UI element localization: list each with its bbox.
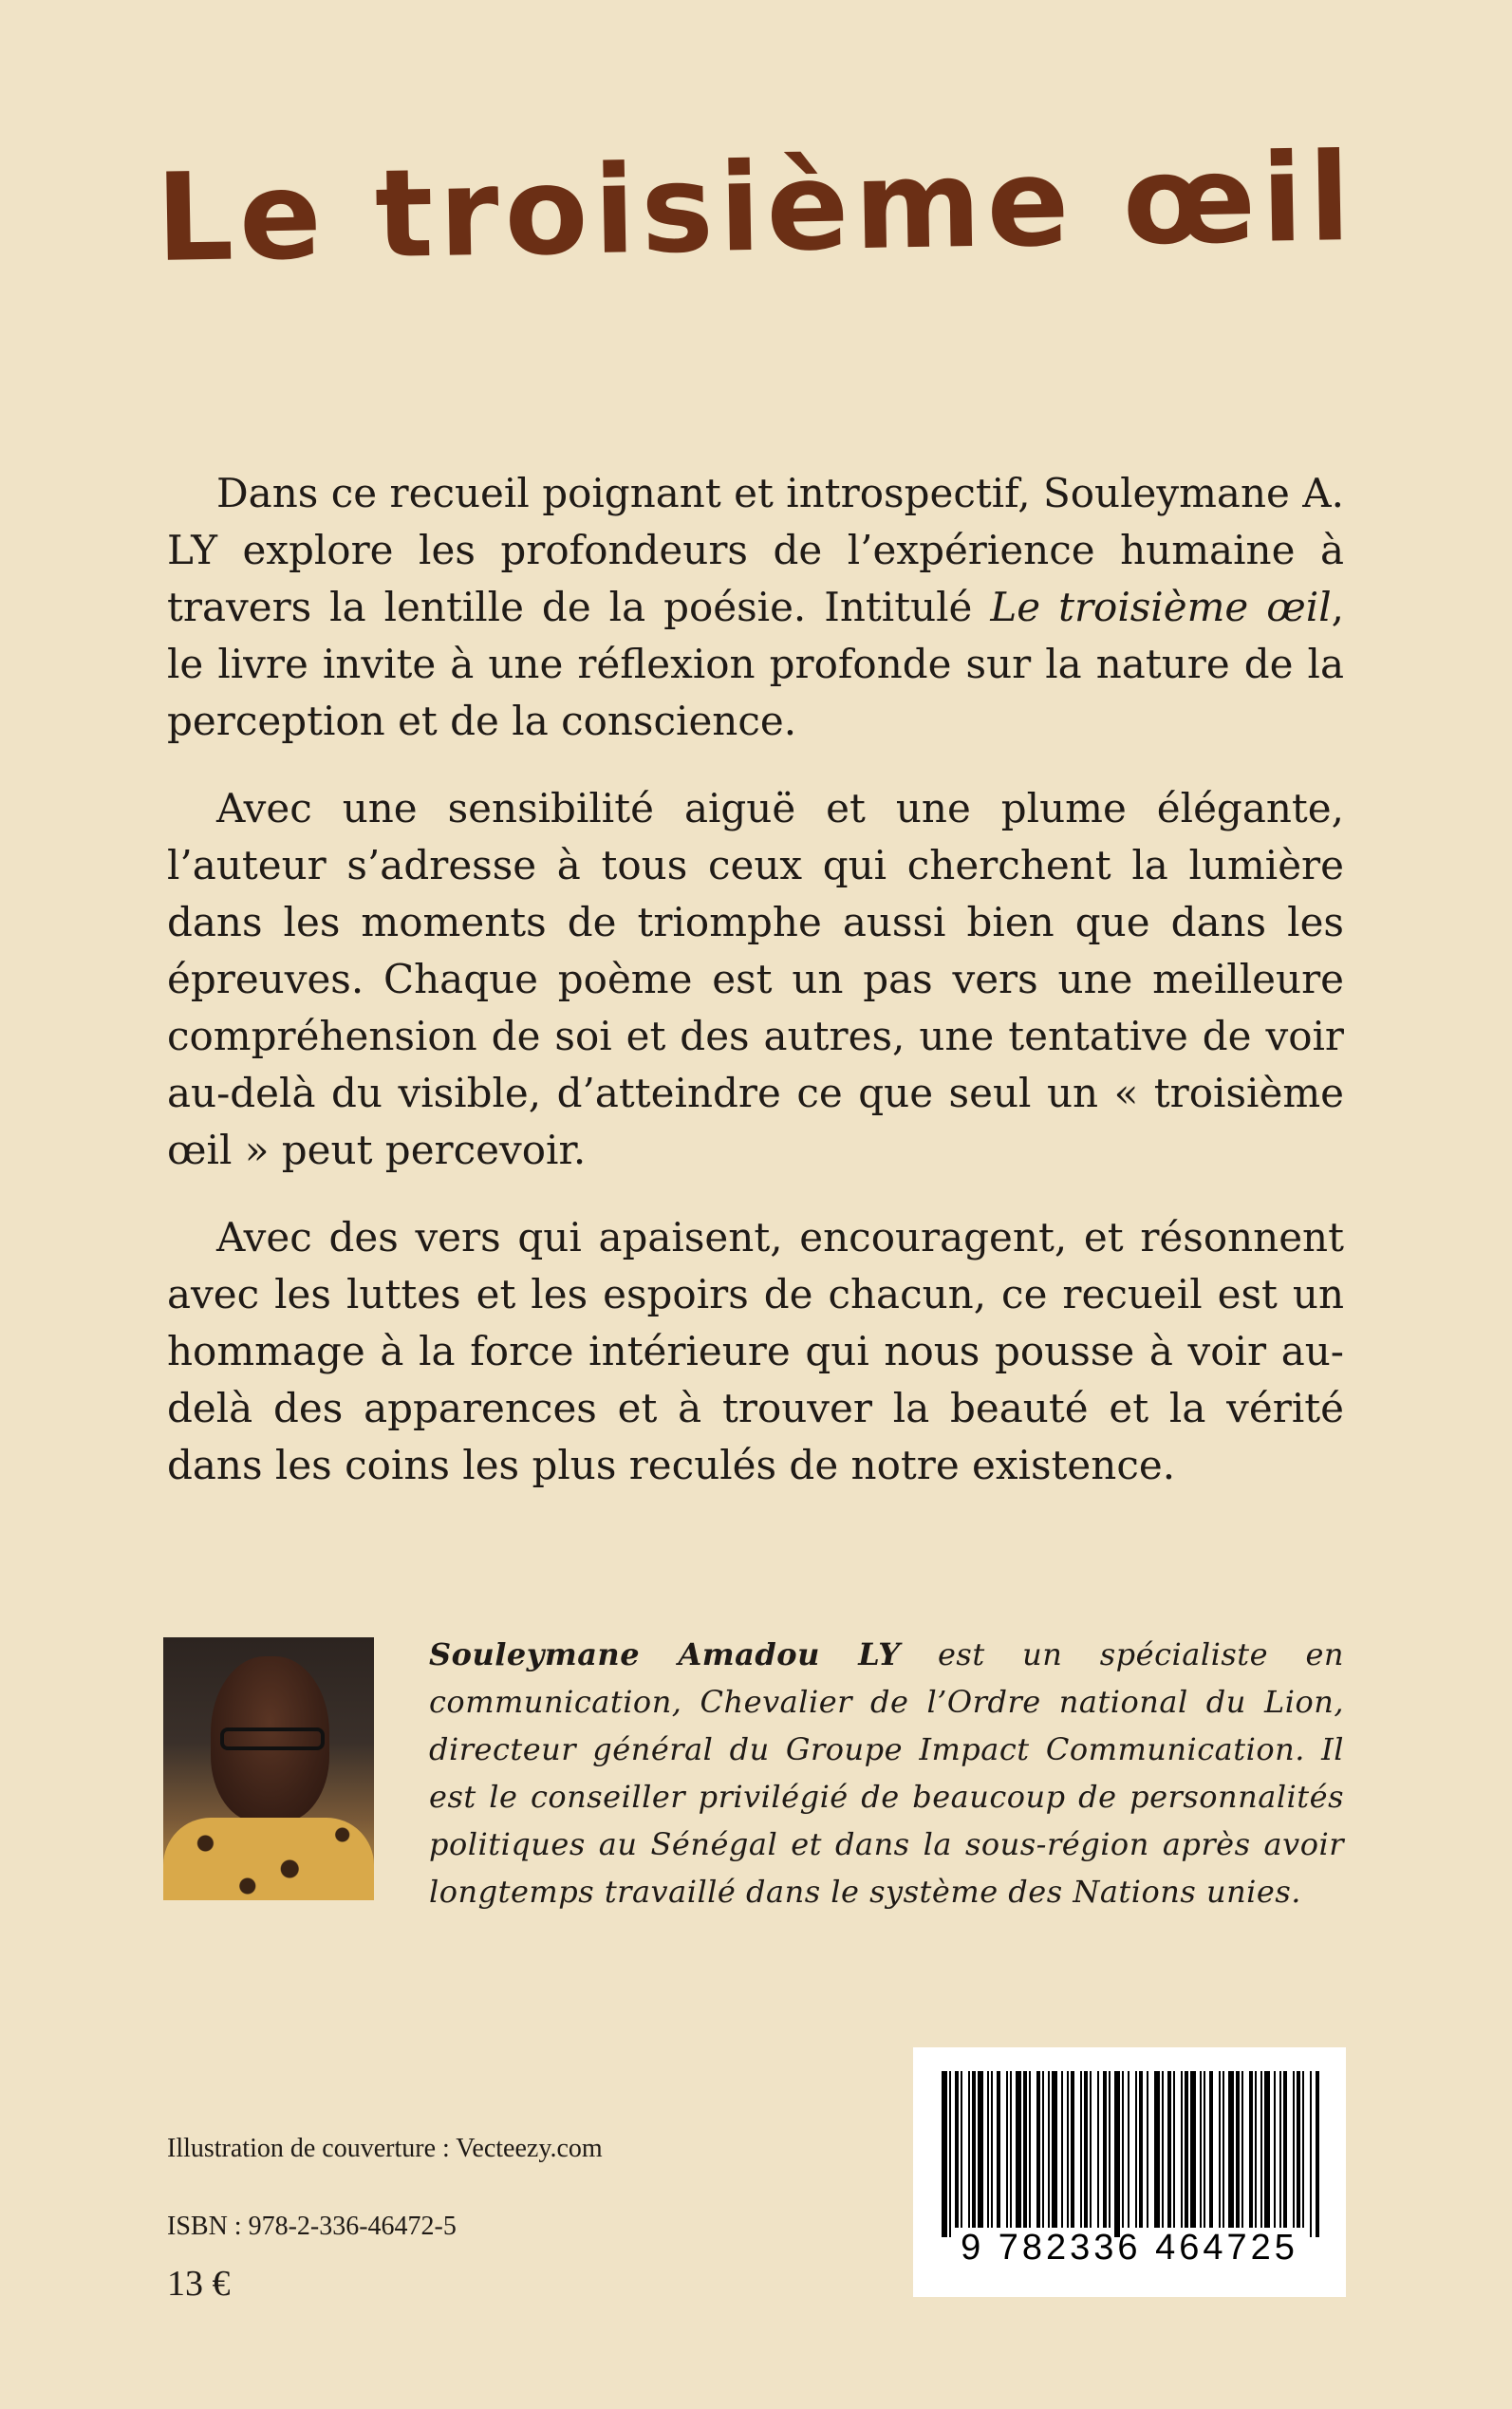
blurb-paragraph-2: Avec une sensibilité aiguë et une plume élégante, l’auteur s’adresse à tous ceux qui cherchent la lumière dans les moments de triomphe aussi bien que dans les épreuves. Chaque poème est un pas vers une meilleure compréhension de soi et des autres, une tentative de voir au-delà du visible, d’atteindre ce que seul un « troisième œil » peut percevoir.	[167, 785, 1344, 1173]
barcode-bar	[1084, 2071, 1088, 2228]
blurb-p1-title: Le troisième œil	[990, 584, 1332, 630]
barcode-bar	[1260, 2071, 1262, 2228]
barcode-bar	[1279, 2071, 1281, 2228]
barcode-bar	[1029, 2071, 1031, 2228]
barcode-bar	[1264, 2071, 1270, 2228]
barcode-bars	[913, 2047, 1346, 2237]
barcode-bar	[1297, 2071, 1300, 2228]
author-bio-text: est un spécialiste en communication, Chevalier de l’Ordre national du Lion, directeur général du Groupe Impact Communication. Il est le conseiller privilégié de beaucoup de personnalités politiques au Sénégal et dans la sous-région après avoir longtemps travaillé dans le système des Nations unies.	[429, 1636, 1345, 1910]
barcode-bar	[961, 2071, 962, 2228]
back-cover-blurb	[167, 465, 1344, 1524]
barcode-bar	[1310, 2071, 1312, 2237]
barcode-bar	[1097, 2071, 1099, 2228]
barcode-bar	[1061, 2071, 1063, 2228]
barcode-bar	[1048, 2071, 1050, 2228]
blurb-p1-before: Dans ce recueil poignant et introspectif, Souleymane A. LY explore les profondeurs de l’expérience humaine à travers la lentille de la poésie. Intitulé	[167, 470, 1344, 630]
author-name: Souleymane Amadou LY	[429, 1636, 901, 1672]
barcode-bar	[978, 2071, 983, 2228]
barcode-bar	[1154, 2071, 1160, 2228]
barcode-bar	[1200, 2071, 1202, 2228]
barcode-bar	[1219, 2071, 1221, 2228]
barcode-bar	[1223, 2071, 1224, 2228]
barcode-bar	[1139, 2071, 1143, 2228]
isbn: ISBN : 978-2-336-46472-5	[167, 2212, 457, 2241]
barcode-bar	[1204, 2071, 1205, 2228]
barcode-bar	[1293, 2071, 1295, 2228]
barcode-bar	[1190, 2071, 1196, 2228]
barcode-bar	[1147, 2071, 1148, 2228]
blurb-paragraph-1	[167, 465, 1344, 750]
barcode-bar	[1209, 2071, 1213, 2228]
barcode-bar	[1114, 2071, 1120, 2237]
barcode-bar	[1236, 2071, 1240, 2228]
barcode	[913, 2047, 1346, 2297]
barcode-bar	[949, 2071, 951, 2237]
price: 13 €	[167, 2264, 231, 2304]
barcode-bar	[1067, 2071, 1069, 2228]
author-photo-glasses	[220, 1727, 325, 1750]
barcode-bar	[1090, 2071, 1092, 2228]
barcode-bar	[972, 2071, 976, 2228]
barcode-bar	[1255, 2071, 1257, 2228]
barcode-bar	[1181, 2071, 1183, 2228]
barcode-bar	[942, 2071, 947, 2237]
barcode-bar	[968, 2071, 970, 2228]
author-photo-shirt	[163, 1818, 374, 1900]
barcode-bar	[1135, 2071, 1137, 2228]
barcode-bar	[991, 2071, 993, 2228]
author-bio	[429, 1631, 1344, 1915]
barcode-bar	[987, 2071, 989, 2228]
blurb-p1-after: , le livre invite à une réflexion profonde sur la nature de la perception et de la conscience.	[167, 584, 1344, 744]
barcode-bar	[1010, 2071, 1012, 2228]
barcode-bar	[1283, 2071, 1287, 2228]
barcode-bar	[1249, 2071, 1253, 2228]
barcode-bar	[1080, 2071, 1082, 2228]
barcode-bar	[1109, 2071, 1111, 2228]
barcode-bar	[1228, 2071, 1234, 2228]
barcode-bar	[997, 2071, 1000, 2228]
barcode-bar	[1128, 2071, 1129, 2228]
barcode-bar	[1042, 2071, 1044, 2228]
blurb-paragraph-3: Avec des vers qui apaisent, encouragent, et résonnent avec les luttes et les espoirs de chacun, ce recueil est un hommage à la force intérieure qui nous pousse à voir au-delà des apparences et à trouver la beauté et la vérité dans les coins les plus reculés de notre existence.	[167, 1214, 1344, 1488]
barcode-bar	[1122, 2071, 1124, 2228]
barcode-bar	[1185, 2071, 1188, 2228]
barcode-bar	[1023, 2071, 1027, 2228]
barcode-bar	[1241, 2071, 1243, 2228]
barcode-bar	[1316, 2071, 1319, 2237]
barcode-bar	[1103, 2071, 1107, 2228]
barcode-bar	[1302, 2071, 1304, 2228]
barcode-bar	[1006, 2071, 1008, 2228]
barcode-bar	[1167, 2071, 1171, 2228]
barcode-number: 9 782336 464725	[961, 2228, 1298, 2268]
barcode-bar	[1274, 2071, 1276, 2228]
barcode-bar	[1162, 2071, 1164, 2228]
barcode-bar	[1173, 2071, 1175, 2228]
barcode-bar	[1036, 2071, 1040, 2228]
barcode-bar	[1016, 2071, 1021, 2228]
author-photo	[163, 1637, 374, 1900]
barcode-bar	[1052, 2071, 1057, 2228]
book-title: Le troisième œil	[155, 126, 1357, 290]
barcode-bar	[955, 2071, 959, 2228]
illustration-credit: Illustration de couverture : Vecteezy.com	[167, 2134, 603, 2163]
barcode-bar	[1071, 2071, 1074, 2228]
